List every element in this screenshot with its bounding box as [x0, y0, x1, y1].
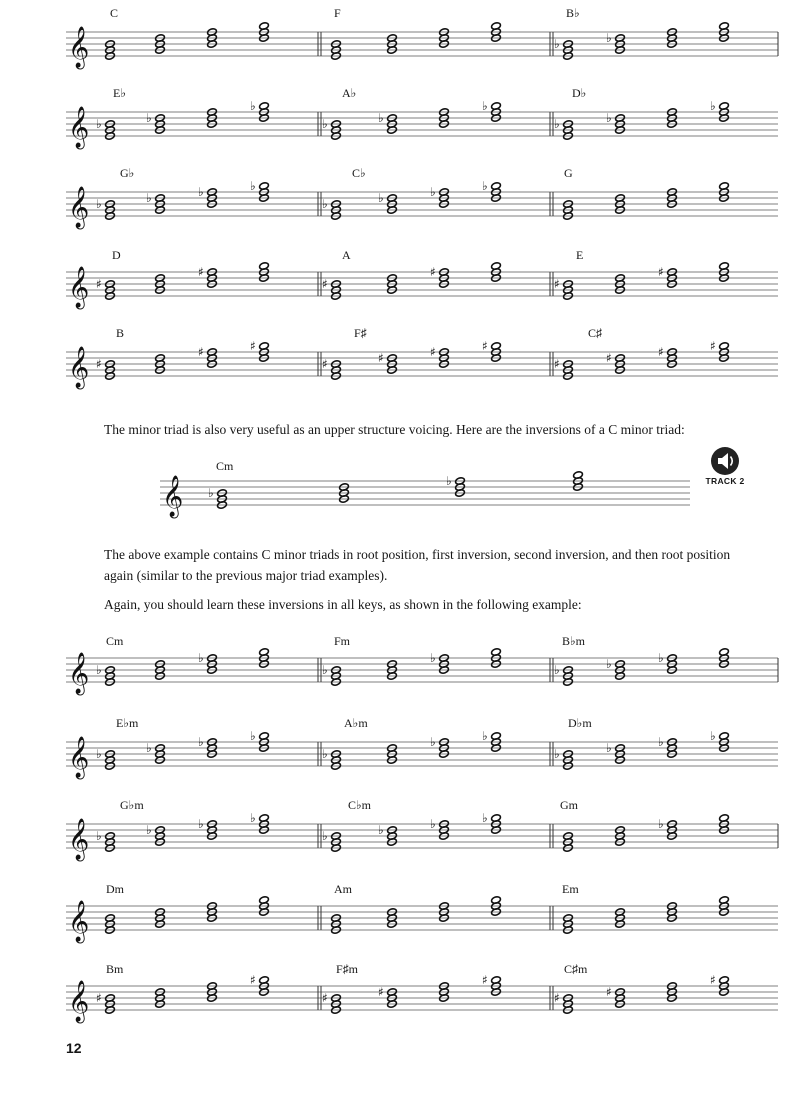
major-system-3	[0, 160, 800, 240]
flat-icon: ♭	[378, 823, 384, 837]
chord-notes	[710, 339, 729, 362]
flat-icon: ♭	[198, 817, 204, 831]
sharp-icon: ♯	[250, 339, 256, 353]
chord-label: E♭	[113, 86, 126, 100]
flat-icon: ♭	[250, 99, 256, 113]
chord-label: F♯m	[336, 962, 359, 976]
staff	[0, 954, 800, 1034]
chord-notes	[378, 351, 397, 374]
track-label: TRACK 2	[705, 476, 745, 486]
minor-system-2	[0, 710, 800, 790]
major-system-2	[0, 80, 800, 160]
chord-notes	[482, 729, 501, 752]
flat-icon: ♭	[322, 829, 328, 843]
chord-notes	[606, 31, 625, 54]
chord-notes	[250, 339, 269, 362]
chord-notes	[146, 823, 165, 846]
sharp-icon: ♯	[710, 339, 716, 353]
sharp-icon: ♯	[430, 265, 436, 279]
flat-icon: ♭	[658, 651, 664, 665]
chord-notes	[658, 265, 677, 288]
chord-notes	[554, 37, 573, 60]
staff	[0, 160, 800, 240]
intro-text: The minor triad is also very useful as an upper structure voicing. Here are the inversions of a C minor triad:	[104, 422, 685, 437]
treble-clef-icon: 𝄞	[68, 819, 90, 860]
flat-icon: ♭	[554, 747, 560, 761]
minor-system-5	[0, 954, 800, 1034]
chord-label: F	[334, 6, 341, 20]
staff	[0, 0, 800, 80]
chord-label: C	[110, 6, 119, 20]
chord-notes	[606, 111, 625, 134]
chord-label: A	[342, 248, 351, 262]
flat-icon: ♭	[250, 179, 256, 193]
chord-notes	[322, 277, 341, 300]
chord-label: B♭m	[562, 634, 585, 648]
treble-clef-icon: 𝄞	[68, 27, 90, 68]
sharp-icon: ♯	[606, 351, 612, 365]
sharp-icon: ♯	[554, 357, 560, 371]
chord-label: C♭m	[348, 798, 371, 812]
flat-icon: ♭	[198, 735, 204, 749]
chord-label: D♭m	[568, 716, 592, 730]
again-text: Again, you should learn these inversions in all keys, as shown in the following example:	[104, 597, 582, 612]
chord-notes	[96, 197, 115, 220]
chord-notes	[554, 991, 573, 1014]
chord-label: B	[116, 326, 125, 340]
sharp-icon: ♯	[378, 985, 384, 999]
chord-notes	[378, 111, 397, 134]
minor-system-3	[0, 792, 800, 872]
staff	[0, 792, 800, 872]
chord-notes	[430, 345, 449, 368]
sharp-icon: ♯	[322, 991, 328, 1005]
flat-icon: ♭	[430, 735, 436, 749]
chord-notes	[482, 99, 501, 122]
chord-label: Bm	[106, 962, 124, 976]
sharp-icon: ♯	[96, 357, 102, 371]
chord-notes	[96, 357, 115, 380]
sharp-icon: ♯	[482, 339, 488, 353]
treble-clef-icon: 𝄞	[68, 267, 90, 308]
flat-icon: ♭	[430, 651, 436, 665]
major-system-1	[0, 0, 800, 80]
chord-label: Cm	[106, 634, 124, 648]
chord-notes	[250, 729, 269, 752]
sharp-icon: ♯	[250, 973, 256, 987]
chord-notes	[250, 811, 269, 834]
minor-system-4	[0, 874, 800, 954]
staff	[0, 80, 800, 160]
flat-icon: ♭	[378, 111, 384, 125]
chord-label: D♭	[572, 86, 587, 100]
sharp-icon: ♯	[658, 265, 664, 279]
flat-icon: ♭	[198, 185, 204, 199]
chord-notes	[658, 735, 677, 758]
cm-example	[0, 455, 800, 525]
chord-notes	[554, 747, 573, 770]
flat-icon: ♭	[710, 99, 716, 113]
chord-notes	[554, 663, 573, 686]
flat-icon: ♭	[482, 179, 488, 193]
chord-notes	[96, 747, 115, 770]
flat-icon: ♭	[322, 117, 328, 131]
chord-notes	[430, 735, 449, 758]
flat-icon: ♭	[482, 729, 488, 743]
chord-label: Em	[562, 882, 579, 896]
flat-icon: ♭	[96, 117, 102, 131]
chord-notes	[96, 663, 115, 686]
staff	[0, 240, 800, 320]
flat-icon: ♭	[606, 741, 612, 755]
chord-label: Am	[334, 882, 352, 896]
flat-icon: ♭	[606, 657, 612, 671]
major-system-4	[0, 240, 800, 320]
flat-icon: ♭	[430, 817, 436, 831]
chord-label: F♯	[354, 326, 367, 340]
chord-notes	[146, 191, 165, 214]
explanation-text: The above example contains C minor triads in root position, first inversion, second inversion, and then root position again (similar to the previous major triad examples).	[104, 547, 731, 583]
treble-clef-icon: 𝄞	[68, 901, 90, 942]
flat-icon: ♭	[96, 747, 102, 761]
treble-clef-icon: 𝄞	[68, 107, 90, 148]
flat-icon: ♭	[658, 817, 664, 831]
flat-icon: ♭	[198, 651, 204, 665]
chord-notes	[322, 663, 341, 686]
sharp-icon: ♯	[96, 991, 102, 1005]
treble-clef-icon: 𝄞	[68, 737, 90, 778]
sharp-icon: ♯	[322, 277, 328, 291]
chord-label: G♭	[120, 166, 135, 180]
flat-icon: ♭	[146, 741, 152, 755]
chord-notes	[322, 991, 341, 1014]
sharp-icon: ♯	[554, 277, 560, 291]
chord-label: G♭m	[120, 798, 144, 812]
sharp-icon: ♯	[710, 973, 716, 987]
flat-icon: ♭	[322, 197, 328, 211]
flat-icon: ♭	[658, 735, 664, 749]
chord-notes	[198, 265, 217, 288]
chord-notes	[198, 651, 217, 674]
flat-icon: ♭	[208, 486, 214, 500]
sharp-icon: ♯	[554, 991, 560, 1005]
chord-notes	[198, 345, 217, 368]
chord-notes	[606, 741, 625, 764]
speaker-icon	[710, 446, 740, 476]
chord-notes	[710, 99, 729, 122]
treble-clef-icon: 𝄞	[68, 187, 90, 228]
chord-notes	[554, 277, 573, 300]
track-indicator[interactable]	[700, 446, 750, 486]
chord-notes	[198, 185, 217, 208]
flat-icon: ♭	[146, 191, 152, 205]
flat-icon: ♭	[710, 729, 716, 743]
staff-lines	[160, 481, 690, 505]
chord-notes	[322, 357, 341, 380]
sharp-icon: ♯	[378, 351, 384, 365]
chord-label: Fm	[334, 634, 351, 648]
staff	[0, 874, 800, 954]
page-number: 12	[66, 1040, 82, 1056]
sharp-icon: ♯	[96, 277, 102, 291]
flat-icon: ♭	[446, 474, 452, 488]
major-system-5	[0, 320, 800, 400]
sharp-icon: ♯	[198, 345, 204, 359]
chord-label: A♭	[342, 86, 357, 100]
chord-notes	[208, 486, 227, 509]
flat-icon: ♭	[606, 31, 612, 45]
chord-notes	[430, 185, 449, 208]
flat-icon: ♭	[322, 663, 328, 677]
chord-notes	[250, 973, 269, 996]
minor-system-1	[0, 626, 800, 706]
chord-notes	[658, 345, 677, 368]
chord-label: G	[564, 166, 573, 180]
chord-label: A♭m	[344, 716, 368, 730]
chord-notes	[146, 741, 165, 764]
flat-icon: ♭	[96, 197, 102, 211]
chord-notes	[710, 973, 729, 996]
flat-icon: ♭	[606, 111, 612, 125]
chord-notes	[378, 191, 397, 214]
chord-notes	[554, 117, 573, 140]
chord-notes	[96, 117, 115, 140]
chord-label: D	[112, 248, 121, 262]
sharp-icon: ♯	[658, 345, 664, 359]
chord-notes	[198, 735, 217, 758]
flat-icon: ♭	[378, 191, 384, 205]
chord-notes	[606, 985, 625, 1008]
chord-notes	[378, 985, 397, 1008]
treble-clef-icon: 𝄞	[68, 653, 90, 694]
chord-notes	[430, 651, 449, 674]
flat-icon: ♭	[554, 37, 560, 51]
chord-notes	[322, 747, 341, 770]
chord-notes	[658, 651, 677, 674]
flat-icon: ♭	[250, 729, 256, 743]
chord-notes	[482, 339, 501, 362]
flat-icon: ♭	[554, 663, 560, 677]
chord-label: Dm	[106, 882, 124, 896]
sharp-icon: ♯	[482, 973, 488, 987]
staff	[0, 710, 800, 790]
chord-notes	[482, 973, 501, 996]
flat-icon: ♭	[96, 663, 102, 677]
sharp-icon: ♯	[430, 345, 436, 359]
flat-icon: ♭	[96, 829, 102, 843]
chord-notes	[606, 351, 625, 374]
flat-icon: ♭	[554, 117, 560, 131]
chord-notes	[96, 277, 115, 300]
chord-notes	[430, 817, 449, 840]
sharp-icon: ♯	[322, 357, 328, 371]
chord-label: C♭	[352, 166, 366, 180]
chord-notes	[658, 817, 677, 840]
staff	[0, 455, 800, 525]
chord-notes	[250, 99, 269, 122]
flat-icon: ♭	[482, 811, 488, 825]
chord-notes	[446, 474, 465, 497]
treble-clef-icon: 𝄞	[162, 476, 184, 517]
chord-label: Gm	[560, 798, 578, 812]
chord-notes	[146, 111, 165, 134]
chord-notes	[96, 991, 115, 1014]
chord-label: B♭	[566, 6, 580, 20]
chord-notes	[198, 817, 217, 840]
flat-icon: ♭	[250, 811, 256, 825]
chord-notes	[482, 179, 501, 202]
flat-icon: ♭	[430, 185, 436, 199]
chord-notes	[710, 729, 729, 752]
staff	[0, 320, 800, 400]
chord-label: E♭m	[116, 716, 139, 730]
sharp-icon: ♯	[198, 265, 204, 279]
chord-label: E	[576, 248, 584, 262]
flat-icon: ♭	[322, 747, 328, 761]
chord-notes	[430, 265, 449, 288]
treble-clef-icon: 𝄞	[68, 981, 90, 1022]
sharp-icon: ♯	[606, 985, 612, 999]
flat-icon: ♭	[146, 823, 152, 837]
chord-notes	[250, 179, 269, 202]
chord-notes	[378, 823, 397, 846]
chord-label: C♯	[588, 326, 603, 340]
chord-label: C♯m	[564, 962, 588, 976]
staff	[0, 626, 800, 706]
chord-notes	[96, 829, 115, 852]
chord-label: Cm	[216, 459, 234, 473]
chord-notes	[554, 357, 573, 380]
chord-notes	[322, 197, 341, 220]
flat-icon: ♭	[482, 99, 488, 113]
chord-notes	[482, 811, 501, 834]
chord-notes	[606, 657, 625, 680]
chord-notes	[322, 829, 341, 852]
treble-clef-icon: 𝄞	[68, 347, 90, 388]
chord-notes	[322, 117, 341, 140]
flat-icon: ♭	[146, 111, 152, 125]
